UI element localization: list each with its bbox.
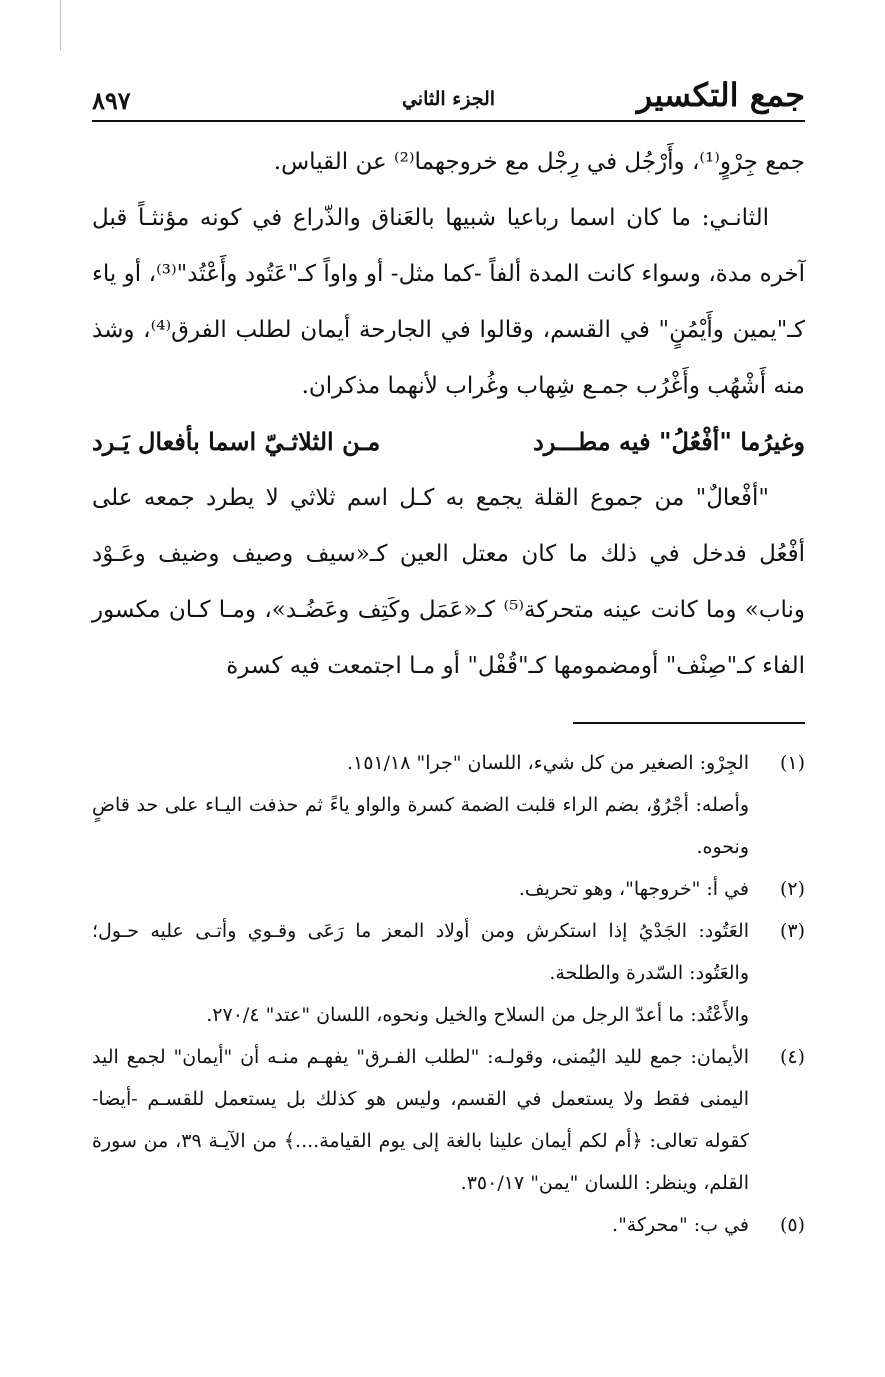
footnote-continuation: والأَعْتُد: ما أعدّ الرجل من السلاح والخيل ونحوه، اللسان "عتد" ٢٧٠/٤.: [206, 1004, 749, 1026]
paragraph-1: جمع جِرْوٍ⁽¹⁾، وأَرْجُل في رِجْل مع خروجهما⁽²⁾ عن القياس.: [273, 149, 805, 175]
footnote-text: [92, 1036, 749, 1204]
page-header: [92, 70, 805, 122]
footnote-number: (١): [779, 752, 805, 774]
footnote-body: في ب: "محركة".: [612, 1214, 749, 1236]
book-page: [92, 70, 805, 1337]
footnote-body: في أ: "خروجها"، وهو تحريف.: [518, 878, 749, 900]
footnote-text: [92, 910, 749, 1036]
footnote: [92, 868, 805, 910]
footnote-number: (٤): [779, 1046, 805, 1068]
footnote: [92, 1036, 805, 1204]
paragraph-3: "أفْعالٌ" من جموع القلة يجمع به كـل اسم ثلاثي لا يطرد جمعه على أفْعُل فدخل في ذلك ما كان معتل العين كـ«سيف وصيف وضيف وعَـوْد وناب» وما كانت عينه متحركة⁽⁵⁾ كـ«عَمَل وكَتِف وعَضُـد»، ومـا كـان مكسور الفاء كـ"صِنْف" أومضمومها كـ"قُفْل" أو مـا اجتمعت فيه كسرة: [92, 485, 806, 679]
scan-margin-mark: [60, 0, 61, 50]
footnote-separator: [573, 722, 805, 724]
footnote-number: (٣): [779, 920, 805, 942]
footnote-text: [92, 742, 749, 868]
page-number: ٨٩٧: [92, 86, 131, 115]
footnote-body: العَتُود: الجَدْيُ إذا استكرش ومن أولاد المعز ما رَعَى وقـوي وأتـى عليه حـول؛ والعَتُود: السّدرة والطلحة.: [92, 920, 749, 984]
verse-second-hemistich: مـن الثلاثـيّ اسما بأفعال يَـرد: [92, 427, 381, 456]
paragraph-2: الثانـي: ما كان اسما رباعيا شبيها بالعَناق والذّراع في كونه مؤنثـاً قبل آخره مدة، وسواء كانت المدة ألفاً -كما مثل- أو واواً كـ"عَتُود وأَعْتُد"⁽³⁾، أو ياء كـ"يمين وأَيْمُنٍ" في القسم، وقالوا في الجارحة أيمان لطلب الفرق⁽⁴⁾، وشذ منه أَشْهُب وأَغْرُب جمـع شِهاب وغُراب لأنهما مذكران.: [92, 205, 805, 399]
footnote-continuation: وأصله: أجْرُوٌ، بضم الراء قلبت الضمة كسرة والواو ياءً ثم حذفت اليـاء على حد قاضٍ ونحوه.: [92, 794, 749, 858]
footnote: [92, 742, 805, 868]
footnote-number: (٢): [779, 878, 805, 900]
footnote-text: [92, 1204, 749, 1246]
chapter-title: جمع التكسير: [636, 76, 805, 114]
footnote-body: الأيمان: جمع لليد اليُمنى، وقولـه: "لطلب الفـرق" يفهـم منـه أن "أيمان" لجمع اليد اليمنى فقط ولا يستعمل في القسم، وليس هو كذلك بل يستعمل للقسـم -أيضا- كقوله تعالى: ﴿أم لكم أيمان علينا بالغة إلى يوم القيامة....﴾ من الآيـة ٣٩، من سورة القلم، وينظر: اللسان "يمن" ٣٥٠/١٧.: [92, 1046, 750, 1194]
verse-line: [92, 414, 805, 470]
footnotes: [92, 742, 805, 1246]
volume-label: الجزء الثاني: [401, 88, 496, 110]
footnote: [92, 1204, 805, 1246]
footnote: [92, 910, 805, 1036]
footnote-text: [92, 868, 749, 910]
verse-first-hemistich: وغيرُما "أفْعُلُ" فيه مطـــرد: [533, 427, 805, 456]
footnote-body: الجِرْو: الصغير من كل شيء، اللسان "جرا" ١٥١/١٨.: [346, 752, 749, 774]
main-text: [92, 134, 805, 694]
footnote-number: (٥): [779, 1214, 805, 1236]
